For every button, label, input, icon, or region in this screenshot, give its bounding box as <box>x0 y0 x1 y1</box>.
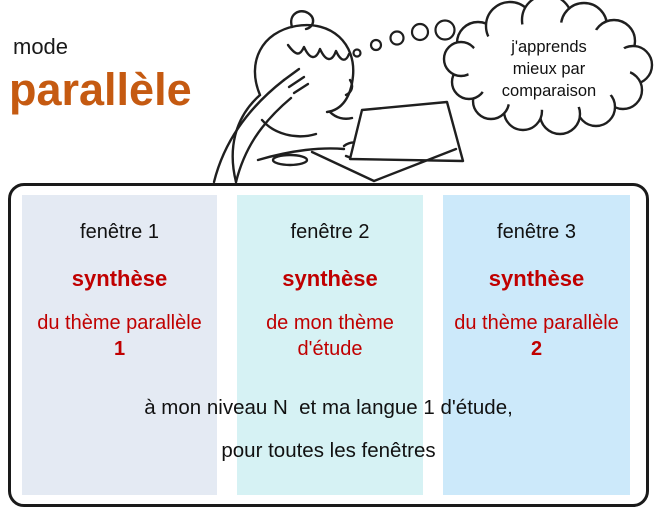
thought-bubble-text-line: mieux par <box>512 60 586 78</box>
window-detail-number: 2 <box>530 338 543 360</box>
window-keyword: synthèse <box>71 266 168 291</box>
thought-bubble-text-line: comparaison <box>501 82 597 100</box>
thought-bubble-text-line: j'apprends <box>511 38 587 56</box>
window-detail: de mon thème <box>266 312 394 334</box>
window-title: fenêtre 3 <box>497 221 576 243</box>
window-title: fenêtre 2 <box>290 221 370 243</box>
board-footer <box>11 396 646 463</box>
window-detail-number: 1 <box>113 338 126 360</box>
window-keyword: synthèse <box>282 266 378 291</box>
window-detail: du thème parallèle <box>454 312 619 334</box>
mode-board <box>8 183 649 507</box>
board-footer-line1: à mon niveau N et ma langue 1 d'étude, <box>144 396 513 419</box>
board-footer-line2: pour toutes les fenêtres <box>221 439 436 462</box>
window-keyword: synthèse <box>488 266 585 291</box>
window-detail: d'étude <box>297 338 363 360</box>
mode-title: parallèle <box>9 64 192 115</box>
person-at-laptop-illustration <box>0 0 657 185</box>
window-detail: du thème parallèle <box>37 312 202 334</box>
thought-trail-icon <box>354 21 455 57</box>
window-title: fenêtre 1 <box>80 221 159 243</box>
mode-label: mode <box>13 34 69 59</box>
thought-bubble <box>444 0 652 134</box>
